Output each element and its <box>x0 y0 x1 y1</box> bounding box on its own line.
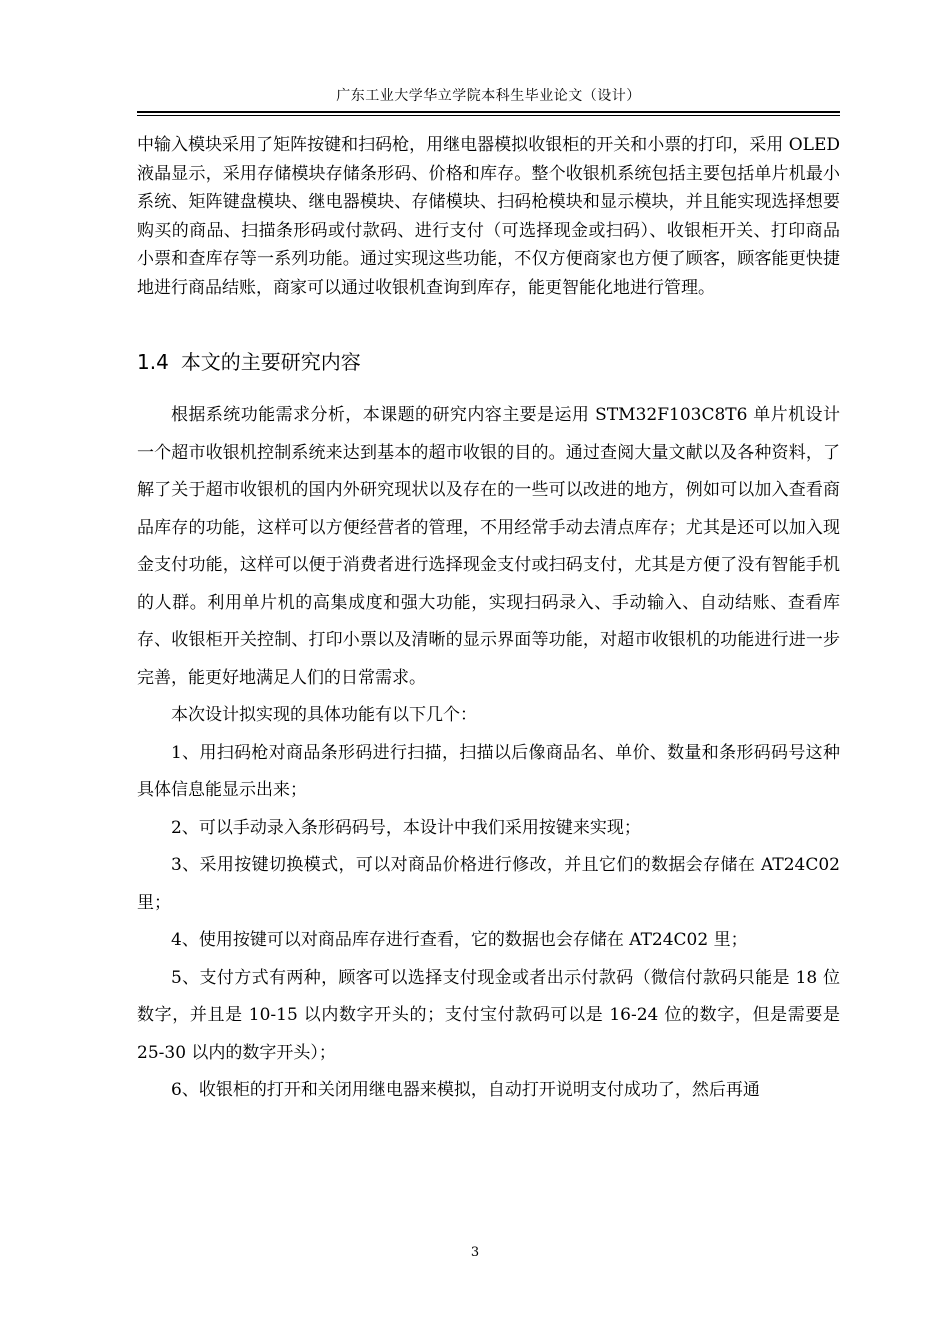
main-content <box>137 397 840 1110</box>
list-item-function-5: 5、支付方式有两种，顾客可以选择支付现金或者出示付款码（微信付款码只能是 18 位数字，并且是 10-15 以内数字开头的；支付宝付款码可以是 16-24 位的数字，但是需要是 25-30 以内的数字开头）； <box>137 967 840 1063</box>
header-rule-thick <box>137 111 840 113</box>
section-heading <box>137 344 361 380</box>
header-rule-thin <box>137 115 840 116</box>
section-title: 本文的主要研究内容 <box>180 350 361 374</box>
section-number: 1.4 <box>137 350 169 374</box>
list-item-function-3: 3、采用按键切换模式，可以对商品价格进行修改，并且它们的数据会存储在 AT24C02 里； <box>137 855 840 913</box>
paragraph-research-content: 根据系统功能需求分析，本课题的研究内容主要是运用 STM32F103C8T6 单片机设计一个超市收银机控制系统来达到基本的超市收银的目的。通过查阅大量文献以及各种资料，了解了关于超市收银机的国内外研究现状以及存在的一些可以改进的地方，例如可以加入查看商品库存的功能，这样可以方便经营者的管理，不用经常手动去清点库存；尤其是还可以加入现金支付功能，这样可以便于消费者进行选择现金支付或扫码支付，尤其是方便了没有智能手机的人群。利用单片机的高集成度和强大功能，实现扫码录入、手动输入、自动结账、查看库存、收银柜开关控制、打印小票以及清晰的显示界面等功能，对超市收银机的功能进行进一步完善，能更好地满足人们的日常需求。 <box>137 405 840 688</box>
list-item-function-1: 1、用扫码枪对商品条形码进行扫描，扫描以后像商品名、单价、数量和条形码码号这种具体信息能显示出来； <box>137 742 840 800</box>
list-item-function-6: 6、收银柜的打开和关闭用继电器来模拟，自动打开说明支付成功了，然后再通 <box>171 1080 760 1100</box>
list-item-function-4: 4、使用按键可以对商品库存进行查看，它的数据也会存储在 AT24C02 里； <box>171 930 748 950</box>
list-item-function-2: 2、可以手动录入条形码码号，本设计中我们采用按键来实现； <box>171 817 641 838</box>
page-header: 广东工业大学华立学院本科生毕业论文（设计） <box>336 88 641 104</box>
intro-paragraph: 中输入模块采用了矩阵按键和扫码枪，用继电器模拟收银柜的开关和小票的打印，采用 OLED 液晶显示，采用存储模块存储条形码、价格和库存。整个收银机系统包括主要包括单片机最小系统、矩阵键盘模块、继电器模块、存储模块、扫码枪模块和显示模块，并且能实现选择想要购买的商品、扫描条形码或付款码、进行支付（可选择现金或扫码）、收银柜开关、打印商品小票和查库存等一系列功能。通过实现这些功能，不仅方便商家也方便了顾客，顾客能更快捷地进行商品结账，商家可以通过收银机查询到库存，能更智能化地进行管理。 <box>137 135 840 298</box>
page-number: 3 <box>470 1245 480 1260</box>
paragraph-functions-intro: 本次设计拟实现的具体功能有以下几个： <box>171 705 477 725</box>
